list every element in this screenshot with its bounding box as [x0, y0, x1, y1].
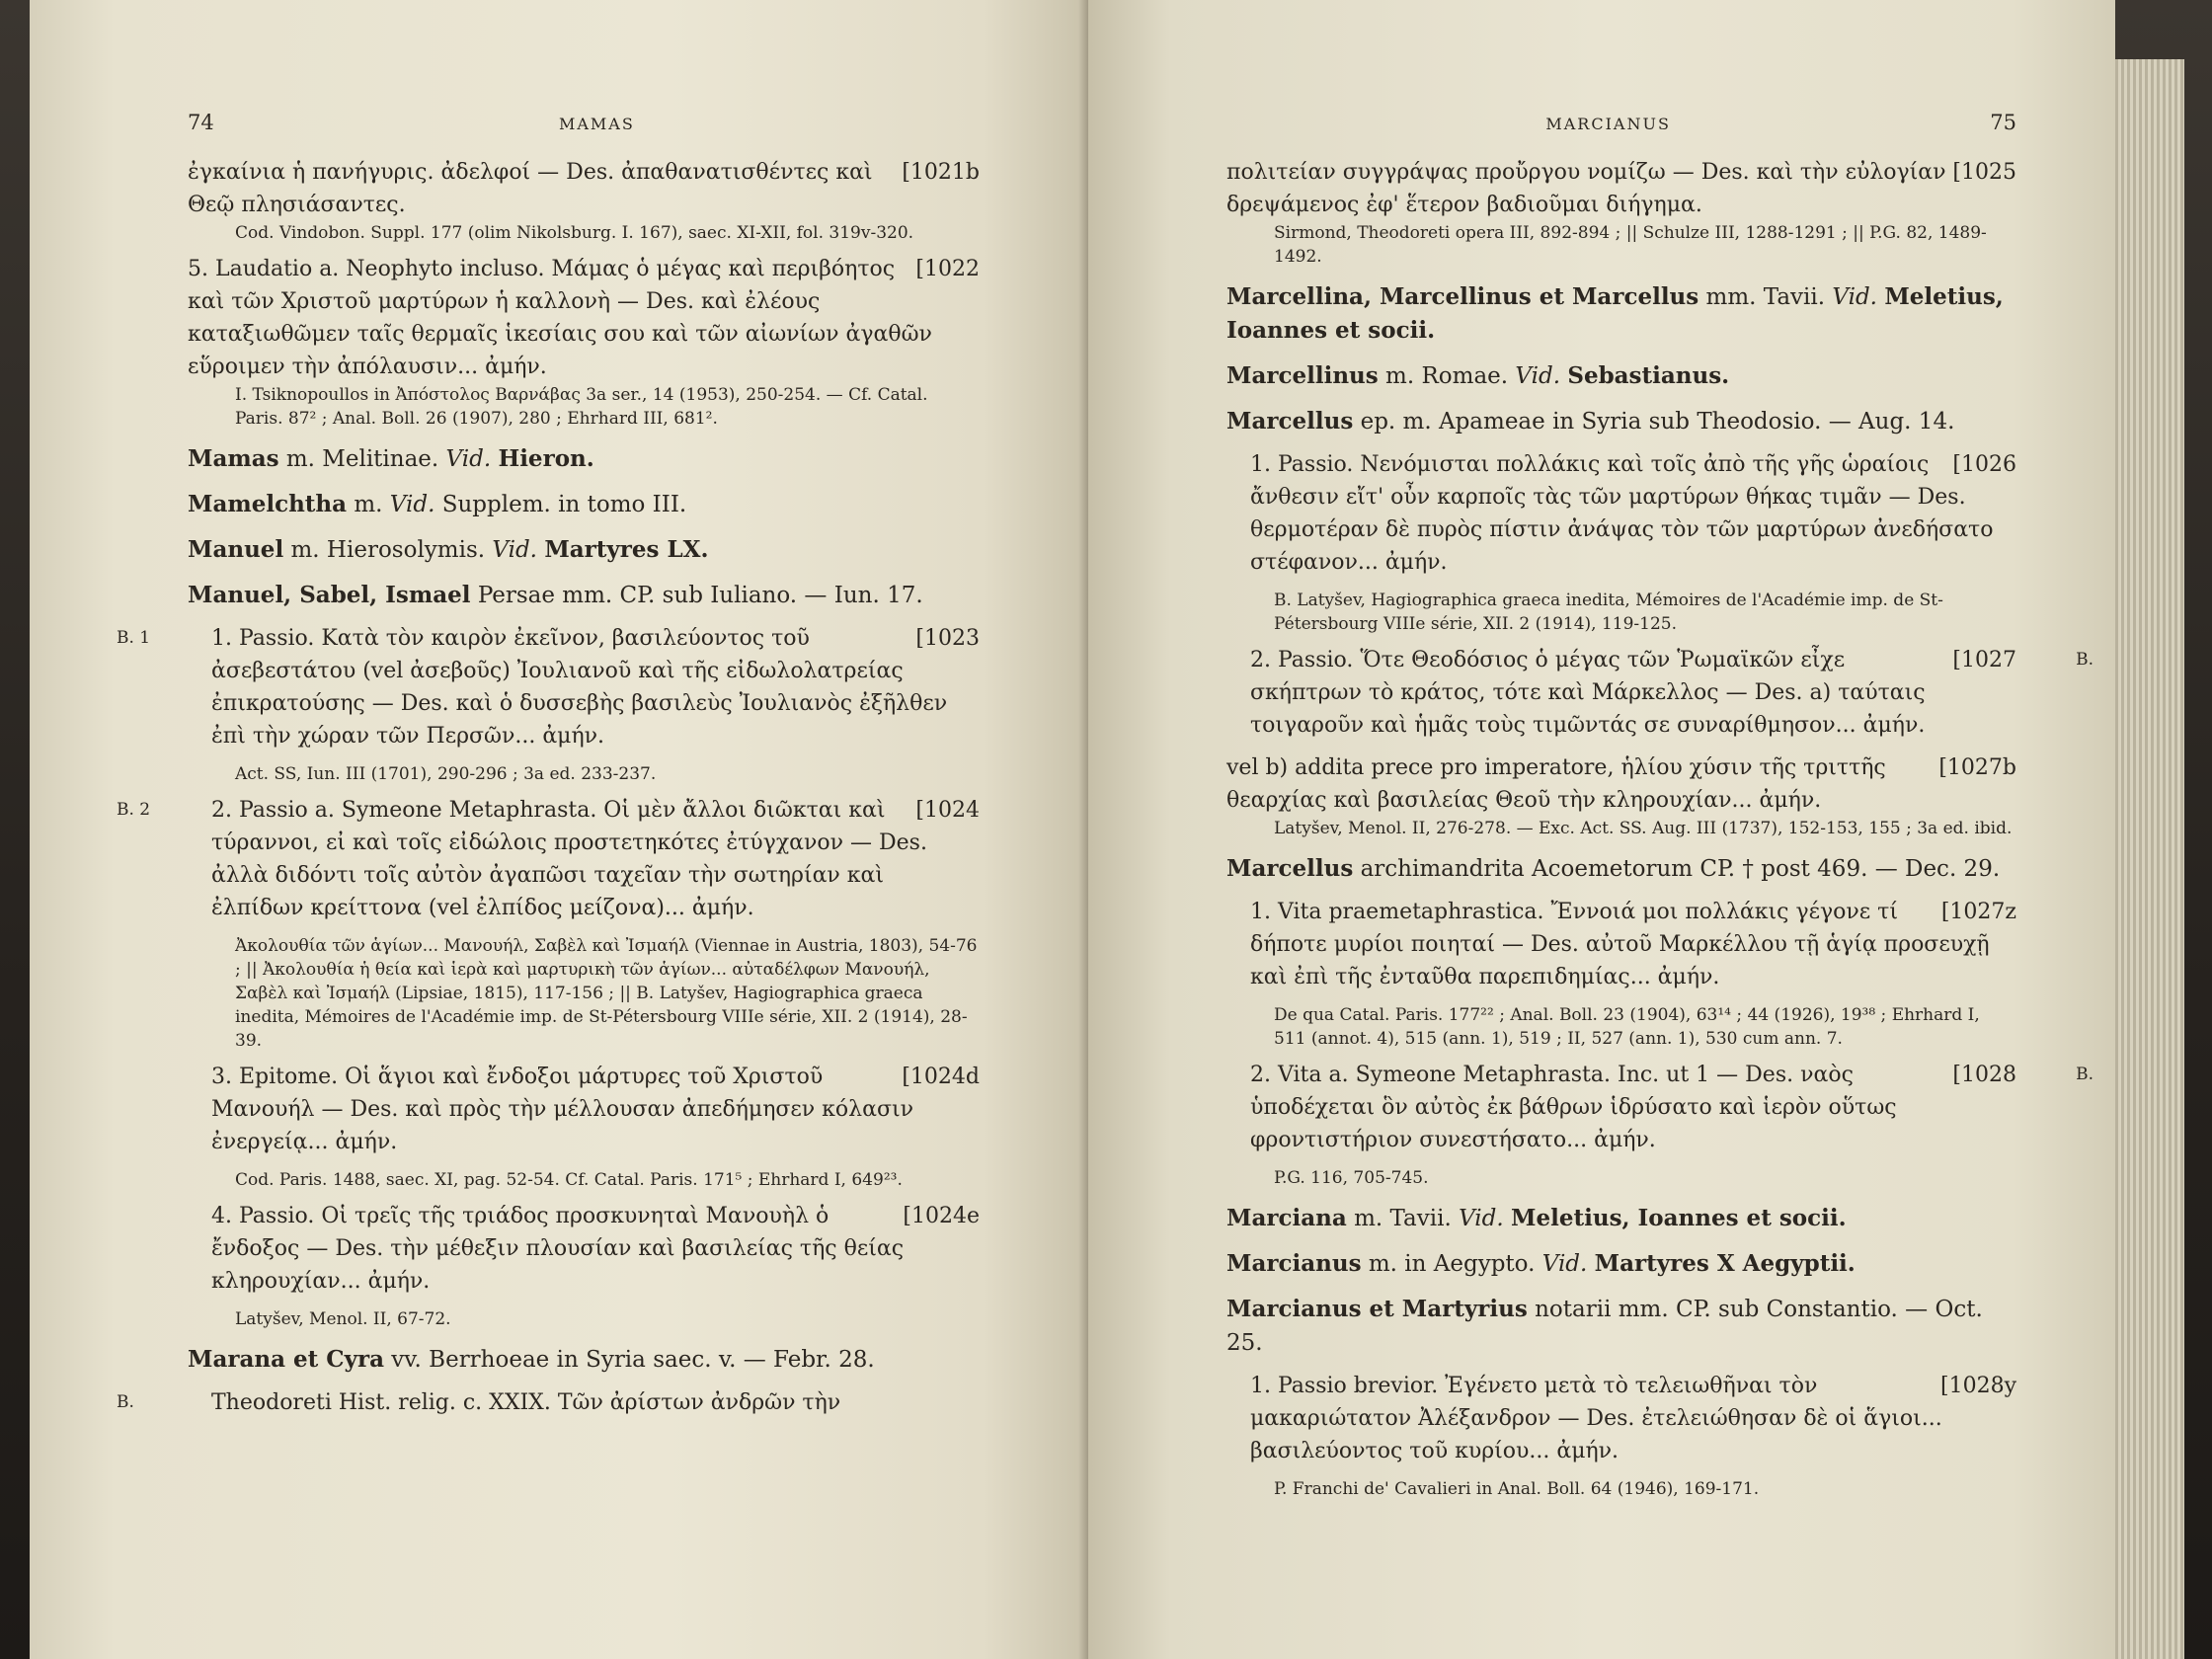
bhg-number: [1024e — [903, 1204, 980, 1228]
bibliographic-reference: De qua Catal. Paris. 177²² ; Anal. Boll. 23 (1904), 63¹⁴ ; 44 (1926), 19³⁸ ; Ehrhard I, 511 (annot. 4), 515 (ann. 1), 519 ; II, 527 (ann. 1), 530 cum ann. 7. — [1274, 1005, 1980, 1049]
right-page-body — [1226, 156, 2094, 1501]
item-text: 1. Vita praemetaphrastica. Ἔννοιά μοι πολλάκις γέγονε τί δήποτε μυρίοι ποιηταί — Des. αὐτοῦ Μαρκέλλου τῇ ἁγίᾳ προσευχῇ καὶ ἐπὶ τῆς ἐνταῦθα παρεπιδημίας... ἀμήν. — [1250, 900, 1990, 989]
bhy-marker: B. — [117, 1392, 134, 1412]
saint-name: Marana et Cyra — [188, 1346, 384, 1373]
left-page-body — [117, 156, 980, 1419]
vid-marker: Vid. — [1541, 1251, 1588, 1277]
entry-heading — [188, 442, 980, 476]
page-edges — [2115, 59, 2184, 1659]
bibliographic-reference: Sirmond, Theodoreti opera III, 892-894 ; || Schulze III, 1288-1291 ; || P.G. 82, 1489-1492. — [1274, 223, 1987, 267]
text-item — [1250, 644, 2094, 742]
vid-marker: Vid. — [1832, 284, 1877, 310]
entry-heading — [188, 488, 980, 521]
left-page — [30, 0, 1088, 1659]
entry-descriptor: m. Melitinae. — [285, 446, 439, 472]
block-text: 5. Laudatio a. Neophyto incluso. Μάμας ὁ μέγας καὶ περιβόητος καὶ τῶν Χριστοῦ μαρτύρων ἡ καλλονὴ — Des. καὶ ἐλέους καταξιωθῶμεν ταῖς θερμαῖς ἱκεσίαις σου καὶ τῶν αἰωνίων ἀγαθῶν εὕροιμεν τὴν ἀπόλαυσιν... ἀμήν. — [188, 257, 932, 379]
item-text: 2. Passio. Ὅτε Θεοδόσιος ὁ μέγας τῶν Ῥωμαϊκῶν εἶχε σκήπτρων τὸ κράτος, τότε καὶ Μάρκελλος — Des. a) ταύταις τοιγαροῦν καὶ ἡμᾶς τοὺς τιμῶντάς σε συναρίθμησον... ἀμήν. — [1250, 648, 1926, 738]
bibliographic-reference: I. Tsiknopoullos in Ἀπόστολος Βαρνάβας 3a ser., 14 (1953), 250-254. — Cf. Catal. Paris. 87² ; Anal. Boll. 26 (1907), 280 ; Ehrhard III, 681². — [235, 385, 928, 429]
bhg-number: [1027 — [1952, 648, 2016, 672]
text-item — [117, 794, 980, 924]
entry-descriptor: vv. Berrhoeae in Syria saec. v. — Febr. 28. — [391, 1347, 875, 1373]
entry-descriptor: m. Romae. — [1385, 363, 1509, 389]
cross-reference: Martyres X Aegyptii. — [1594, 1250, 1856, 1277]
text-item — [1250, 1370, 2016, 1467]
bhg-number: [1024d — [902, 1065, 980, 1089]
left-running-title: MAMAS — [558, 115, 635, 133]
right-running-title: MARCIANUS — [1545, 115, 1671, 133]
entry-descriptor: ep. m. Apameae in Syria sub Theodosio. — Aug. 14. — [1360, 409, 1955, 434]
text-block — [1226, 156, 2016, 221]
bibliographic-reference: Latyšev, Menol. II, 67-72. — [235, 1309, 451, 1329]
bhg-number: [1025 — [1952, 160, 2016, 185]
bibliographic-reference: P.G. 116, 705-745. — [1274, 1168, 1429, 1188]
cross-reference: Sebastianus. — [1567, 362, 1730, 389]
vid-marker: Vid. — [492, 537, 537, 563]
saint-name: Marcellus — [1226, 855, 1354, 882]
item-text: 1. Passio brevior. Ἐγένετο μετὰ τὸ τελειωθῆναι τὸν μακαριώτατον Ἀλέξανδρον — Des. ἐτελειώθησαν δὲ οἱ ἅγιοι... βασιλεύοντος τοῦ κυρίου... ἀμήν. — [1250, 1374, 1942, 1463]
saint-name: Manuel — [188, 536, 284, 563]
entry-descriptor: mm. Tavii. — [1705, 284, 1826, 310]
vid-marker: Vid. — [1459, 1206, 1504, 1231]
text-item — [1250, 1059, 2094, 1156]
cross-reference: Martyres LX. — [544, 536, 709, 563]
bhg-number: [1027z — [1940, 900, 2016, 924]
item-text: 1. Passio. Νενόμισται πολλάκις καὶ τοῖς ἀπὸ τῆς γῆς ὡραίοις ἄνθεσιν εἴτ' οὖν καρποῖς τὰς τῶν μαρτύρων θήκας τιμᾶν — Des. θερμοτέραν δὲ πυρὸς πίστιν ἀνάψας τὸν τῶν μαρτύρων ἀνεδήσατο στέφανον... ἀμήν. — [1250, 452, 1994, 575]
bibliographic-reference: Ἀκολουθία τῶν ἁγίων... Μανουήλ, Σαβὲλ καὶ Ἰσμαήλ (Viennae in Austria, 1803), 54-76 ; || Ἀκολουθία ἡ θεία καὶ ἱερὰ καὶ μαρτυρικὴ τῶν ἁγίων... αὐταδέλφων Μανουήλ, Σαβὲλ καὶ Ἰσμαήλ (Lipsiae, 1815), 117-156 ; || B. Latyšev, Hagiographica graeca inedita, Mémoires de l'Académie imp. de St-Pétersbourg VIIIe série, XII. 2 (1914), 28-39. — [235, 936, 978, 1051]
cross-reference: Meletius, Ioannes et socii. — [1511, 1205, 1847, 1231]
block-text: πολιτείαν συγγράψας προὔργου νομίζω — Des. καὶ τὴν εὐλογίαν δρεψάμενος ἐφ' ἕτερον βαδιοῦμαι διήγημα. — [1226, 160, 1946, 217]
item-text: 3. Epitome. Οἱ ἅγιοι καὶ ἔνδοξοι μάρτυρες τοῦ Χριστοῦ Μανουήλ — Des. καὶ πρὸς τὴν μέλλουσαν ἀπεδήμησεν κόλασιν ἐνεργείᾳ... ἀμήν. — [211, 1065, 913, 1154]
bibliographic-reference: Cod. Paris. 1488, saec. XI, pag. 52-54. Cf. Catal. Paris. 171⁵ ; Ehrhard I, 649²³. — [235, 1170, 903, 1190]
entry-heading — [1226, 1202, 2016, 1235]
entry-descriptor: m. Tavii. — [1354, 1206, 1452, 1231]
block-text: ἐγκαίνια ἡ πανήγυρις. ἀδελφοί — Des. ἀπαθανατισθέντες καὶ Θεῷ πλησιάσαντες. — [188, 160, 873, 217]
saint-name: Marcellina, Marcellinus et Marcellus — [1226, 283, 1699, 310]
text-item — [117, 1386, 980, 1419]
vid-marker: Vid. — [1515, 363, 1561, 389]
entry-heading — [1226, 1293, 2016, 1360]
entry-descriptor: m. Hierosolymis. — [290, 537, 486, 563]
entry-heading — [1226, 1247, 2016, 1281]
left-page-number: 74 — [188, 111, 214, 134]
right-page-number: 75 — [1990, 111, 2016, 134]
bhy-marker: B. 2 — [117, 800, 151, 820]
item-text: 2. Vita a. Symeone Metaphrasta. Inc. ut 1 — Des. ναὸς ὑποδέχεται ὃν αὐτὸς ἐκ βάθρων ἱδρύσατο καὶ ἱερὸν οὕτως φροντιστήριον συνεστήσατο... ἀμήν. — [1250, 1063, 1897, 1152]
bibliographic-reference: B. Latyšev, Hagiographica graeca inedita, Mémoires de l'Académie imp. de St-Pétersbourg VIIIe série, XII. 2 (1914), 119-125. — [1274, 591, 1943, 634]
saint-name: Marciana — [1226, 1205, 1347, 1231]
bibliographic-reference: P. Franchi de' Cavalieri in Anal. Boll. 64 (1946), 169-171. — [1274, 1479, 1760, 1499]
saint-name: Mamas — [188, 445, 279, 472]
saint-name: Marcianus — [1226, 1250, 1362, 1277]
saint-name: Marcellinus — [1226, 362, 1379, 389]
bhg-number: [1021b — [902, 160, 980, 185]
right-running-head — [1226, 111, 2016, 134]
entry-heading — [188, 533, 980, 567]
bhg-number: [1028 — [1952, 1063, 2016, 1087]
text-block — [188, 253, 980, 383]
vid-marker: Vid. — [445, 446, 492, 472]
item-text: 1. Passio. Κατὰ τὸν καιρὸν ἐκεῖνον, βασιλεύοντος τοῦ ἀσεβεστάτου (vel ἀσεβοῦς) Ἰουλιανοῦ καὶ τῆς εἰδωλολατρείας ἐπικρατούσης — Des. καὶ ὁ δυσσεβὴς βασιλεὺς Ἰουλιανὸς ἐξῆλθεν ἐπὶ τὴν χώραν τῶν Περσῶν... ἀμήν. — [211, 626, 948, 749]
saint-name: Manuel, Sabel, Ismael — [188, 582, 471, 608]
bhg-number: [1022 — [915, 257, 980, 281]
vid-marker: Vid. — [389, 492, 435, 517]
block-text: vel b) addita prece pro imperatore, ἡλίου χύσιν τῆς τριττῆς θεαρχίας καὶ βασιλείας Θεοῦ τὴν κληρουχίαν... ἀμήν. — [1226, 755, 1886, 813]
text-block — [188, 156, 980, 221]
text-block — [1226, 751, 2016, 817]
bhg-number: [1024 — [915, 798, 980, 823]
entry-descriptor: Persae mm. CP. sub Iuliano. — Iun. 17. — [477, 583, 923, 608]
saint-name: Marcianus et Martyrius — [1226, 1296, 1528, 1322]
bhy-marker: B. 1 — [117, 628, 151, 648]
bhy-marker: B. — [2076, 1065, 2094, 1084]
cross-reference: Hieron. — [498, 445, 594, 472]
bhy-marker: B. — [2076, 650, 2094, 670]
bhg-number: [1028y — [1940, 1374, 2016, 1398]
entry-heading — [1226, 405, 2016, 438]
bibliographic-reference: Latyšev, Menol. II, 276-278. — Exc. Act. SS. Aug. III (1737), 152-153, 155 ; 3a ed. ibid. — [1274, 819, 2013, 838]
entry-descriptor: archimandrita Acoemetorum CP. † post 469. — Dec. 29. — [1360, 856, 2001, 882]
entry-descriptor: m. — [354, 492, 383, 517]
bibliographic-reference: Act. SS, Iun. III (1701), 290-296 ; 3a ed. 233-237. — [235, 764, 657, 784]
entry-heading — [1226, 359, 2016, 393]
saint-name: Mamelchtha — [188, 491, 348, 517]
left-running-head — [188, 111, 980, 134]
entry-descriptor: notarii mm. CP. sub Constantio. — Oct. 25. — [1226, 1297, 1983, 1356]
bhg-number: [1023 — [915, 626, 980, 651]
saint-name: Marcellus — [1226, 408, 1354, 434]
item-text: 4. Passio. Οἱ τρεῖς τῆς τριάδος προσκυνηταὶ Μανουὴλ ὁ ἔνδοξος — Des. τὴν μέθεξιν πλουσίαν καὶ βασιλείας τῆς θείας κληρουχίαν... ἀμήν. — [211, 1204, 905, 1294]
text-item — [1250, 448, 2016, 579]
entry-heading — [188, 579, 980, 612]
bhg-number: [1027b — [1938, 755, 2016, 780]
cross-reference: Meletius, Ioannes et socii. — [1226, 283, 2004, 344]
text-item — [211, 1061, 980, 1158]
entry-heading — [1226, 280, 2016, 348]
text-item — [1250, 896, 2016, 993]
entry-heading — [1226, 852, 2016, 886]
text-item — [117, 622, 980, 752]
item-text: Theodoreti Hist. relig. c. XXIX. Τῶν ἀρίστων ἀνδρῶν τὴν — [211, 1390, 841, 1415]
bibliographic-reference: Cod. Vindobon. Suppl. 177 (olim Nikolsburg. I. 167), saec. XI-XII, fol. 319v-320. — [235, 223, 914, 243]
right-page — [1088, 0, 2115, 1659]
bhg-number: [1026 — [1952, 452, 2016, 477]
item-text: 2. Passio a. Symeone Metaphrasta. Οἱ μὲν ἄλλοι διῶκται καὶ τύραννοι, εἰ καὶ τοῖς εἰδώλοις προστετηκότες ἐτύγχανον — Des. ἀλλὰ διδόντι τοῖς αὐτὸν ἀγαπῶσι ταχεῖαν τὴν σωτηρίαν καὶ ἐλπίδων κρείττονα (vel ἐλπίδος μείζονα)... ἀμήν. — [211, 798, 927, 920]
cross-reference: Supplem. in tomo III. — [441, 492, 687, 517]
entry-descriptor: m. in Aegypto. — [1368, 1251, 1536, 1277]
text-item — [211, 1200, 980, 1298]
entry-heading — [188, 1343, 980, 1377]
